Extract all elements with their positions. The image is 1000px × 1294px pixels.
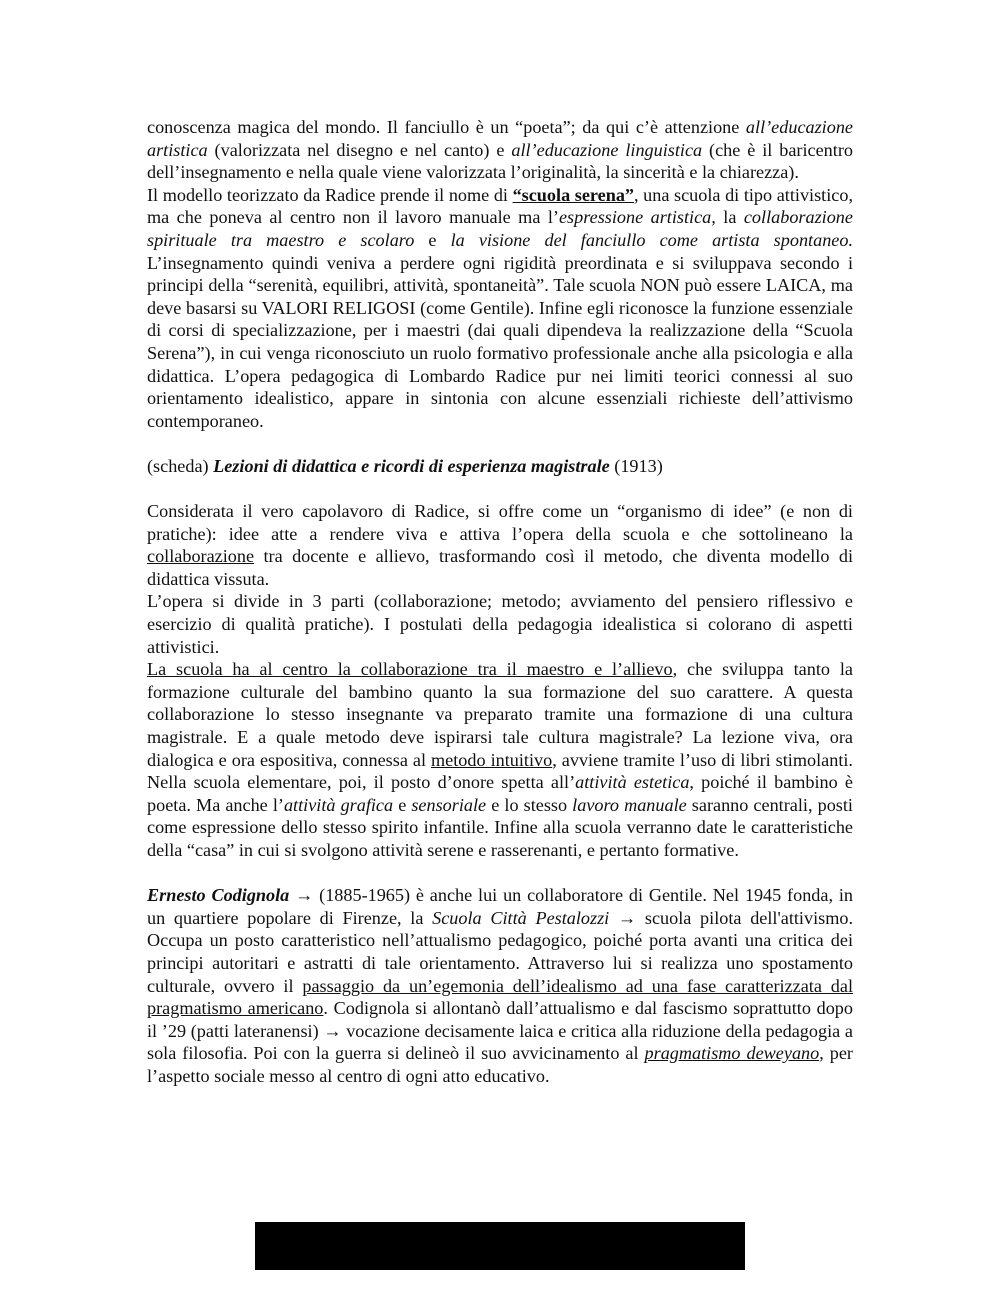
text-run: L’insegnamento quindi veniva a perdere ogni rigidità preordinata e si sviluppava secondo i principi della “serenità, equilibri, attività, spontaneità”. Tale scuola NON può essere LAICA, ma deve basarsi su VALORI RELIGOSI (come Gentile). Infine egli riconosce la funzione essenziale di corsi di specializzazione, per i maestri (dai quali dipendeva la realizzazione della “Scuola Serena”), in cui venga riconosciuto un ruolo formativo professionale anche alla psicologia e alla didattica. L’opera pedagogica di Lombardo Radice pur nei limiti teorici connessi al suo orientamento idealistico, appare in sintonia con alcune essenziali richieste dell’attivismo contemporaneo. [147,252,853,431]
text-run: saranno centrali, posti come espressione dello stesso spirito infantile. Infine alla scuola verranno date le caratteristiche della “casa” in cui si svolgono attività serene e rasserenanti, e pertanto formative. [147,794,853,860]
italic-run: Scuola Città Pestalozzi [432,907,610,928]
paragraph-1 [147,116,853,184]
text-run: e lo stesso [486,794,573,815]
paragraph-5 [147,658,853,861]
paragraph-6 [147,884,853,1087]
italic-run: attività estetica [575,772,690,793]
paragraph-2 [147,184,853,433]
paragraph-gap [147,862,853,885]
paragraph-gap [147,478,853,501]
text-run: L’opera si divide in 3 parti (collaborazione; metodo; avviamento del pensiero riflessivo e esercizio di qualità pratiche). I postulati della pedagogia idealistica si colorano di aspetti attivistici. [147,591,853,657]
italic-run: all’educazione linguistica [511,139,703,160]
text-run: conoscenza magica del mondo. Il fanciullo è un “poeta”; da qui c’è attenzione [147,117,746,137]
text-run: , una scuola di tipo attivistico, ma che poneva al centro non il lavoro manuale ma l’ [147,184,853,228]
text-run: → scuola pilota dell'attivismo. Occupa un posto caratteristico nell’attualismo pedagogico, poiché porta avanti una critica dei principi autoritari e astratti di tale orientamento. Attraverso lui si realizza uno spostamento culturale, ovvero il [147,907,853,996]
italic-run: all’educazione artistica [147,117,853,160]
underlined-run: La scuola ha al centro la collaborazione tra il maestro e l’allievo [147,659,673,680]
italic-underlined-run: pragmatismo deweyano [644,1043,820,1064]
paragraph-gap [147,432,853,455]
text-run: (valorizzata nel disegno e nel canto) e [207,139,512,160]
text-run: e [414,229,451,250]
underlined-run: metodo intuitivo [431,749,553,770]
text-run: → (1885-1965) è anche lui un collaboratore di Gentile. Nel 1945 fonda, in un quartiere popolare di Firenze, la [147,885,853,928]
text-run: la [715,207,744,228]
italic-run: lavoro manuale [572,794,687,815]
text-run: , avviene tramite l’uso di libri stimolanti. Nella scuola elementare, poi, il posto d’onore spetta all’ [147,749,853,793]
paragraph-3 [147,500,853,590]
italic-run: sensoriale [411,794,487,815]
text-run: , che sviluppa tanto la formazione culturale del bambino quanto la sua formazione del suo carattere. A questa collaborazione lo stesso insegnante va preparato tramite una formazione di una cultura magistrale. E a quale metodo deve ispirarsi tale cultura magistrale? La lezione viva, ora dialogica e ora espositiva, connessa al [147,659,853,770]
scheda-heading [147,455,853,478]
text-run: (che è il baricentro dell’insegnamento e nella quale viene valorizzata l’originalità, la sincerità e la chiarezza). [147,139,853,183]
italic-run: espressione artistica, [558,207,716,228]
text-run: , poiché il bambino è poeta. Ma anche l’ [147,772,854,815]
bold-italic-title: Lezioni di didattica e ricordi di esperienza magistrale [213,455,610,476]
bold-underlined-run: “scuola serena” [512,184,635,205]
redaction-bar [255,1222,745,1270]
text-run: e [393,794,412,815]
italic-run: attività grafica [283,794,394,815]
underlined-run: collaborazione [147,546,255,567]
italic-run: la visione del fanciullo come artista spontaneo. [450,229,853,250]
document-page [147,116,853,1088]
paragraph-4 [147,590,853,658]
text-run: (1913) [609,455,663,476]
text-run: , per l’aspetto sociale messo al centro di ogni atto educativo. [147,1043,853,1086]
text-run: . Codignola si allontanò dall’attualismo e dal fascismo soprattutto dopo il ’29 (patti lateranensi) → vocazione decisamente laica e critica alla riduzione della pedagogia a sola filosofia. Poi con la guerra si delineò il suo avvicinamento al [147,998,853,1064]
italic-run: collaborazione spirituale tra maestro e scolaro [147,207,853,250]
text-run: tra docente e allievo, trasformando così il metodo, che diventa modello di didattica vissuta. [147,546,853,589]
bold-italic-name: Ernesto Codignola [147,885,290,906]
text-run: Il modello teorizzato da Radice prende il nome di [147,184,513,205]
text-run: (scheda) [147,455,214,476]
text-run: Considerata il vero capolavoro di Radice, si offre come un “organismo di idee” (e non di pratiche): idee atte a rendere viva e attiva l’opera della scuola e che sottolineano la [147,501,853,544]
underlined-run: passaggio da un’egemonia dell’idealismo ad una fase caratterizzata dal pragmatismo americano [147,975,853,1019]
